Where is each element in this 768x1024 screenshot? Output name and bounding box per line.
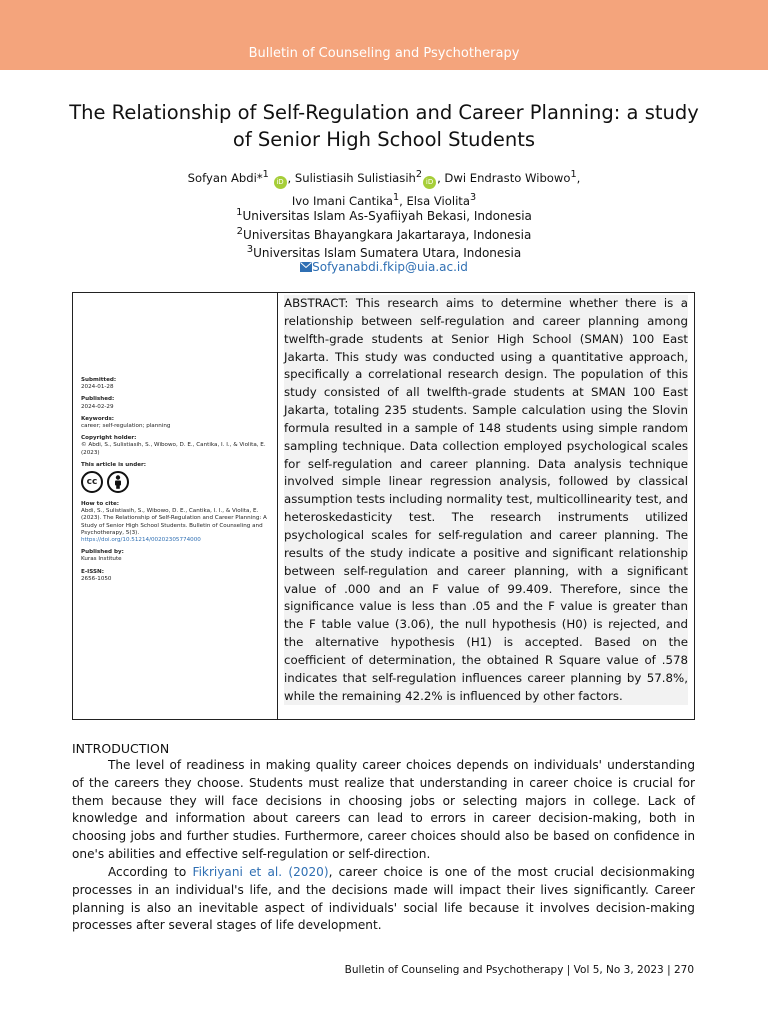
submitted-date: 2024-01-28 bbox=[81, 384, 114, 391]
abstract-label: ABSTRACT bbox=[284, 296, 345, 310]
publisher: Kuras Institute bbox=[81, 556, 122, 563]
keywords: career; self-regulation; planning bbox=[81, 423, 171, 430]
journal-name: Bulletin of Counseling and Psychotherapy bbox=[248, 46, 520, 61]
abstract-box bbox=[72, 292, 695, 720]
column-divider bbox=[277, 293, 278, 719]
corresponding-email bbox=[60, 260, 708, 275]
author-list: Sofyan Abdi*$^1$ iD , Sulistiasih Sulistiasih$^2$iD , Dwi Endrasto Wibowo$^1$, Ivo Imani Cantika$^1$, Elsa Violita$^3$ bbox=[187, 169, 581, 208]
doi-link[interactable]: https://doi.org/10.51214/00202305774000 bbox=[81, 537, 201, 544]
abstract-text: ABSTRACT: This research aims to determine whether there is a relationship between self-regulation and career planning among twelfth-grade students at Senior High School (SMAN) 100 East Jakarta. This study was conducted using a quantitative approach, specifically a correlational research design. The population of this study consisted of all twelfth-grade students at SMAN 100 East Jakarta, totaling 235 students. Sample calculation using the Slovin formula resulted in a sample of 148 students using simple random sampling technique. Data collection employed psychological scales for self-regulation and career planning. Data analysis technique involved simple linear regression analysis, followed by classical assumption tests including normality test, multicollinearity test, and heteroskedasticity test. The research instruments utilized psychological scales for self-regulation and career planning. The results of the study indicate a positive and significant relationship between self-regulation and career planning, with a significant value of .000 and an F value of 99.409. Therefore, since the significance value is less than .05 and the F value is greater than the F table value (3.06), the null hypothesis (H0) is rejected, and the alternative hypothesis (H1) is accepted. Based on the coefficient of determination, the obtained R Square value of .578 indicates that self-regulation influences career planning by 57.8%, while the remaining 42.2% is influenced by other factors. bbox=[284, 295, 688, 705]
author-name[interactable]: , Sulistiasih Sulistiasih bbox=[287, 170, 416, 185]
attribution-icon bbox=[107, 471, 129, 493]
author-name[interactable]: Ivo Imani Cantika bbox=[291, 193, 393, 208]
citation-link[interactable]: Fikriyani et al. (2020) bbox=[192, 865, 329, 879]
author-name[interactable]: , Dwi Endrasto Wibowo bbox=[437, 170, 571, 185]
intro-paragraph-2: According to Fikriyani et al. (2020), career choice is one of the most crucial decisionmaking processes in an individual's life, and the decisions made will impact their lives significantly. Career planning is also an inevitable aspect of individuals' social life because it involves decision-making processes after several stages of life development. bbox=[72, 865, 695, 933]
copyright: © Abdi, S., Sulistiasih, S., Wibowo, D. E., Cantika, I. I., & Violita, E. (2023) bbox=[81, 442, 266, 456]
orcid-icon[interactable]: iD bbox=[274, 176, 287, 189]
author-name[interactable]: Sofyan Abdi* bbox=[187, 170, 263, 185]
article-metadata: Submitted: 2024-01-28 Published: 2024-02-29 Keywords: career; self-regulation; planning Copyright holder: © Abdi, S., Sulistiasih, S., Wibowo, D. E., Cantika, I. I., & Violita, E. (2023) This article is under: cc How to cite: Abdi, S., Sulistiasih, S., Wibowo, D. E., Cantika, I. I., & Violita, E. (2023). The Relationship of Self-Regulation and Career Planning: A Study of Senior High School Students. Bulletin of Counseling and Psychotherapy, 5(3). https://doi.org/10.51214/00202305774000 Published by: Kuras Institute E-ISSN: 2656-1050 bbox=[81, 377, 271, 588]
creative-commons-icon: cc bbox=[81, 471, 103, 493]
email-link[interactable]: Sofyanabdi.fkip@uia.ac.id bbox=[312, 260, 468, 274]
title-line-2: of Senior High School Students bbox=[232, 128, 536, 151]
cc-license[interactable] bbox=[81, 471, 271, 493]
journal-banner bbox=[0, 0, 768, 70]
published-date: 2024-02-29 bbox=[81, 403, 114, 410]
page-footer: Bulletin of Counseling and Psychotherapy | Vol 5, No 3, 2023 | 270 bbox=[344, 964, 694, 976]
envelope-icon bbox=[300, 262, 312, 272]
paper-title bbox=[40, 99, 728, 153]
intro-paragraph-1: The level of readiness in making quality career choices depends on individuals' understanding of the careers they choose. Students must realize that understanding in career choice is crucial for them because they will face decisions in choosing jobs or selecting majors in college. Lack of knowledge and information about careers can lead to errors in career decision-making, both in choosing jobs and further studies. Furthermore, career choices should also be based on confidence in one's abilities and effective self-regulation or self-direction. bbox=[72, 758, 695, 861]
affiliation: $^2$Universitas Bhayangkara Jakartaraya, Indonesia bbox=[236, 226, 532, 242]
affiliation: $^3$Universitas Islam Sumatera Utara, Indonesia bbox=[246, 244, 522, 260]
title-line-1: The Relationship of Self-Regulation and Career Planning: a study bbox=[69, 101, 699, 124]
orcid-icon[interactable]: iD bbox=[423, 176, 436, 189]
section-heading: INTRODUCTION bbox=[72, 741, 170, 756]
eissn: 2656-1050 bbox=[81, 575, 112, 582]
citation: Abdi, S., Sulistiasih, S., Wibowo, D. E., Cantika, I. I., & Violita, E. (2023). The Relationship of Self-Regulation and Career Planning: A Study of Senior High School Students. Bulletin of Counseling and Psychotherapy, 5(3). bbox=[81, 508, 267, 536]
author-name[interactable]: , Elsa Violita bbox=[399, 193, 470, 208]
affiliation: $^1$Universitas Islam As-Syafiiyah Bekasi, Indonesia bbox=[236, 207, 532, 223]
